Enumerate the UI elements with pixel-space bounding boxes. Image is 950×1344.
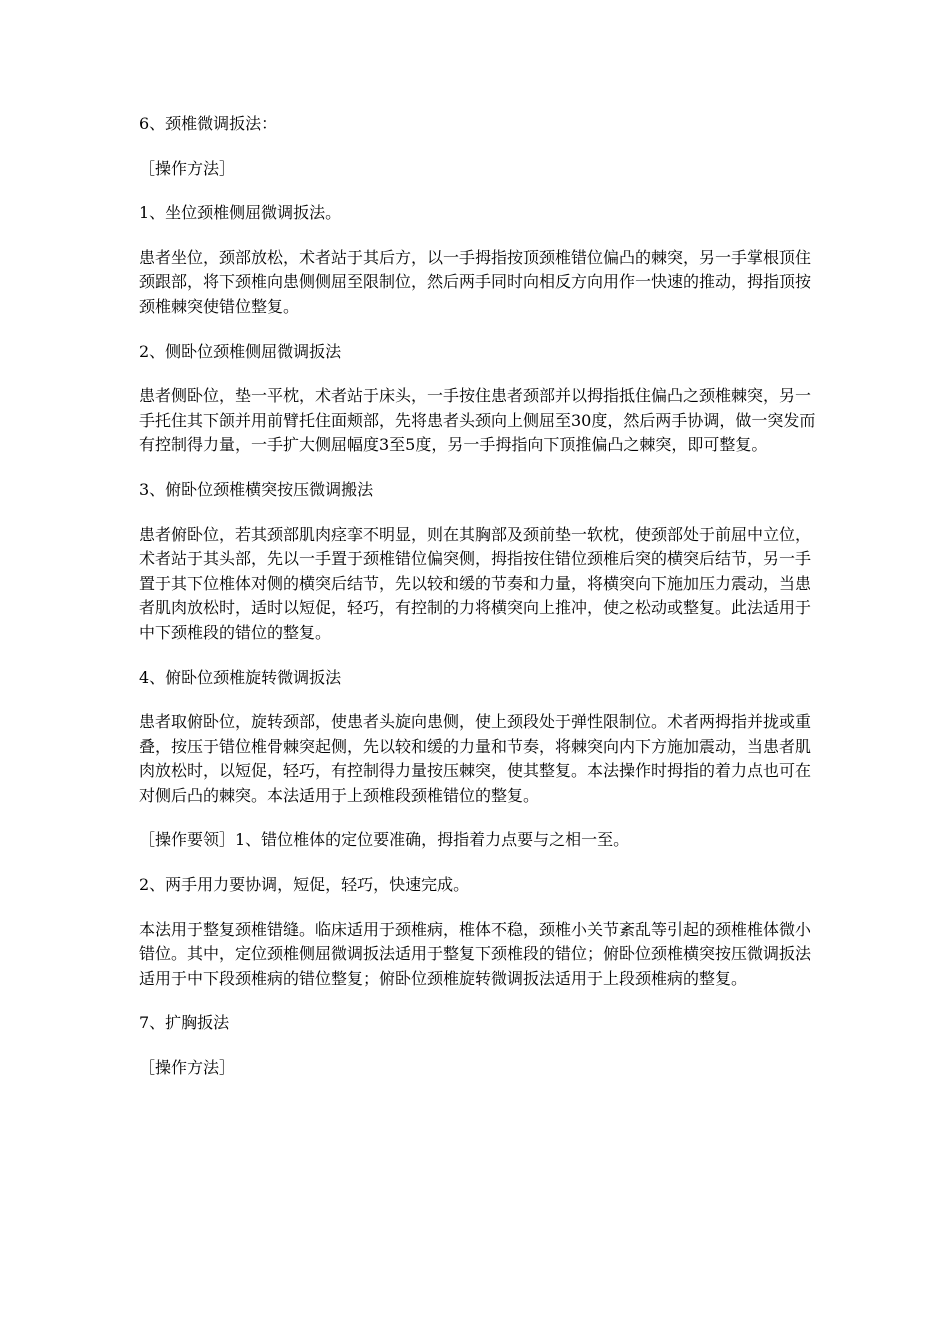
method-title-3: 3、俯卧位颈椎横突按压微调搬法 bbox=[139, 479, 374, 499]
method-body-4: 患者取俯卧位，旋转颈部，使患者头旋向患侧，使上颈段处于弹性限制位。术者两拇指并拢或重叠，按压于错位椎骨棘突起侧，先以较和缓的力量和节奏，将棘突向内下方施加震动，当患者肌肉放松时，以短促，轻巧，有控制得力量按压棘突，使其整复。本法操作时拇指的着力点也可在对侧后凸的棘突。本法适用于上颈椎段颈椎错位的整复。 bbox=[139, 712, 812, 805]
indications-paragraph: 本法用于整复颈椎错缝。临床适用于颈椎病，椎体不稳，颈椎小关节紊乱等引起的颈椎椎体微小错位。其中，定位颈椎侧屈微调扳法适用于整复下颈椎段的错位；俯卧位颈椎横突按压微调扳法适用于中下段颈椎病的错位整复；俯卧位颈椎旋转微调扳法适用于上段颈椎病的整复。 bbox=[139, 919, 812, 988]
section-heading-7: 7、扩胸扳法 bbox=[139, 1013, 230, 1033]
section-heading-6: 6、颈椎微调扳法： bbox=[139, 114, 278, 133]
document-page bbox=[139, 112, 821, 1101]
method-body-3: 患者俯卧位，若其颈部肌肉痉挛不明显，则在其胸部及颈前垫一软枕，使颈部处于前屈中立位，术者站于其头部，先以一手置于颈椎错位偏突侧，拇指按住错位颈椎后突的横突后结节，另一手置于其下位椎体对侧的横突后结节，先以较和缓的节奏和力量，将横突向下施加压力震动，当患者肌肉放松时，适时以短促，轻巧，有控制的力将横突向上推冲，使之松动或整复。此法适用于中下颈椎段的错位的整复。 bbox=[139, 524, 812, 642]
method-body-1: 患者坐位，颈部放松，术者站于其后方，以一手拇指按顶颈椎错位偏凸的棘突，另一手掌根顶住颈跟部，将下颈椎向患侧侧屈至限制位，然后两手同时向相反方向用作一快速的推动，拇指顶按颈椎棘突使错位整复。 bbox=[139, 247, 812, 316]
method-body-2: 患者侧卧位，垫一平枕，术者站于床头，一手按住患者颈部并以拇指抵住偏凸之颈椎棘突，另一手托住其下颌并用前臂托住面颊部，先将患者头颈向上侧屈至30度，然后两手协调，做一突发而有控制得力量，一手扩大侧屈幅度3至5度，另一手拇指向下顶推偏凸之棘突，即可整复。 bbox=[139, 386, 816, 455]
subheading-method-2: ［操作方法］ bbox=[139, 1058, 236, 1078]
key-points-2: 2、两手用力要协调，短促，轻巧，快速完成。 bbox=[139, 875, 470, 895]
method-title-4: 4、俯卧位颈椎旋转微调扳法 bbox=[139, 667, 342, 687]
method-title-2: 2、侧卧位颈椎侧屈微调扳法 bbox=[139, 341, 342, 361]
subheading-method: ［操作方法］ bbox=[139, 158, 236, 178]
method-title-1: 1、坐位颈椎侧屈微调扳法。 bbox=[139, 203, 342, 223]
key-points-1: ［操作要领］1、错位椎体的定位要准确，拇指着力点要与之相一至。 bbox=[139, 830, 630, 850]
